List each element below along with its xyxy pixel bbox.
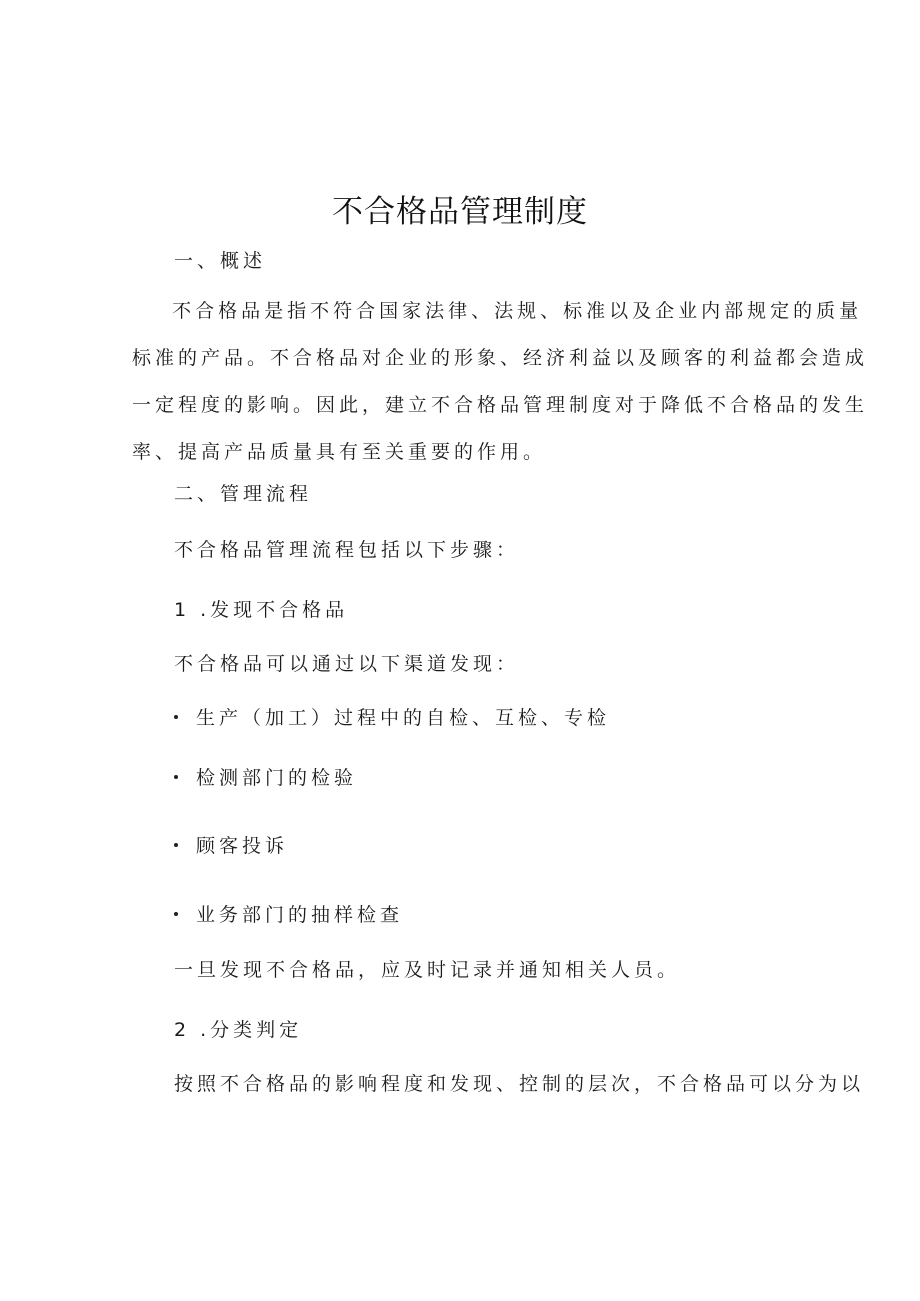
section-2-heading: 二、管理流程	[174, 483, 313, 505]
paragraph-line: 不合格品是指不符合国家法律、法规、标准以及企业内部规定的质量	[132, 300, 863, 322]
step-1-title: 1 .发现不合格品	[174, 599, 349, 621]
paragraph-line: 一定程度的影响。因此，建立不合格品管理制度对于降低不合格品的发生	[132, 394, 869, 416]
bullet-icon	[174, 775, 178, 779]
step-2-title: 2 .分类判定	[174, 1019, 303, 1041]
list-item: 业务部门的抽样检查	[196, 904, 404, 926]
section-1-paragraph	[132, 288, 869, 476]
list-item: 顾客投诉	[196, 835, 289, 857]
section-2-intro: 不合格品管理流程包括以下步骤：	[174, 539, 520, 561]
list-item: 生产（加工）过程中的自检、互检、专检	[196, 707, 611, 729]
paragraph-line: 标准的产品。不合格品对企业的形象、经济利益以及顾客的利益都会造成	[132, 347, 869, 369]
list-item: 检测部门的检验	[196, 767, 358, 789]
bullet-icon	[174, 843, 178, 847]
section-1-heading: 一、概述	[174, 250, 267, 272]
step-1-after-text: 一旦发现不合格品，应及时记录并通知相关人员。	[174, 959, 681, 981]
paragraph-line: 率、提高产品质量具有至关重要的作用。	[132, 441, 547, 463]
step-2-text: 按照不合格品的影响程度和发现、控制的层次，不合格品可以分为以	[174, 1073, 865, 1095]
document-title: 不合格品管理制度	[332, 194, 588, 230]
step-1-intro: 不合格品可以通过以下渠道发现：	[174, 653, 520, 675]
bullet-icon	[174, 912, 178, 916]
bullet-icon	[174, 715, 178, 719]
